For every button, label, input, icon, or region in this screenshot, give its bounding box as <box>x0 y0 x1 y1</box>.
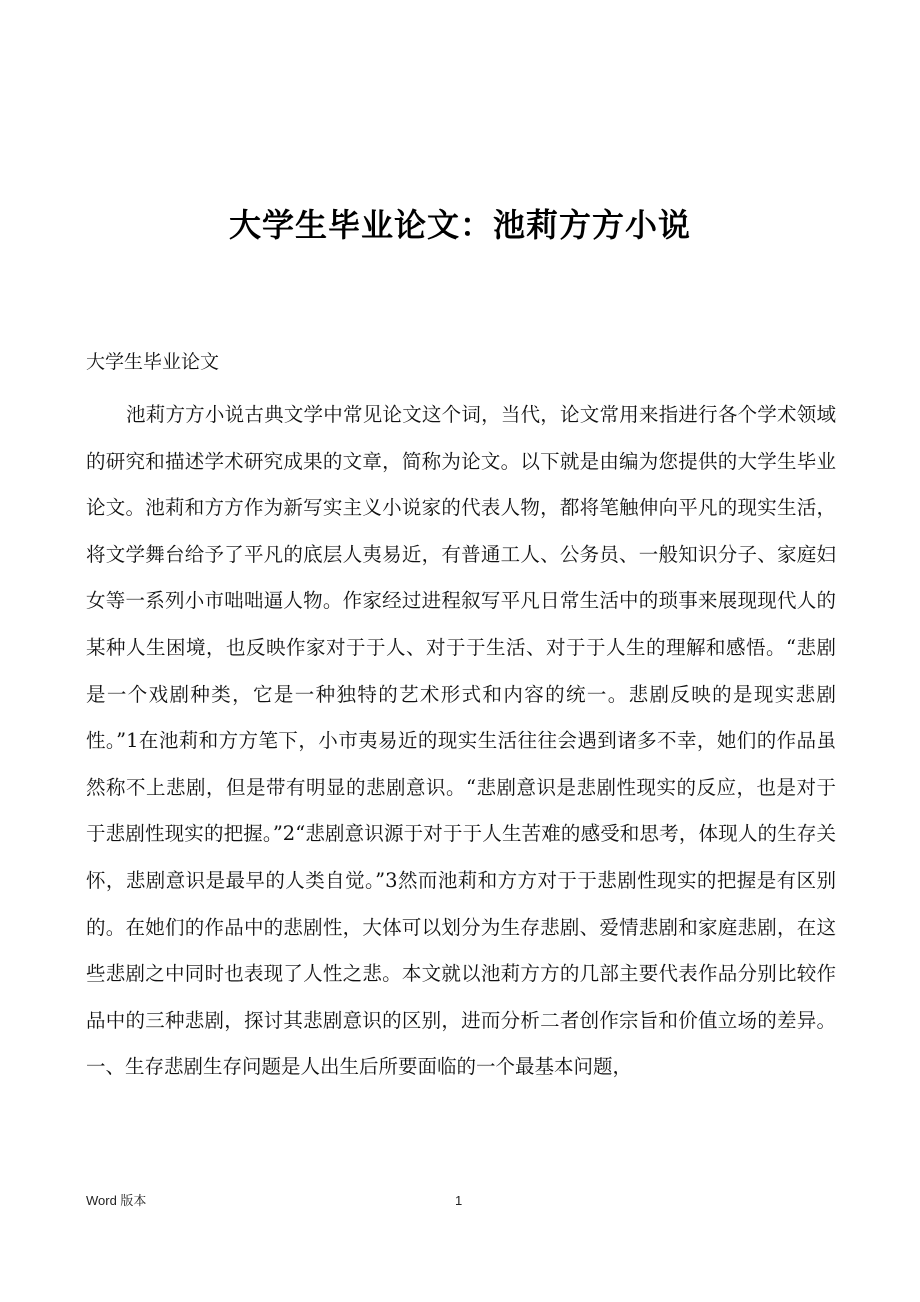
body-paragraph: 池莉方方小说古典文学中常见论文这个词，当代，论文常用来指进行各个学术领域的研究和描述学术研究成果的文章，简称为论文。以下就是由编为您提供的大学生毕业论文。池莉和方方作为新写实主义小说家的代表人物，都将笔触伸向平凡的现实生活，将文学舞台给予了平凡的底层人夷易近，有普通工人、公务员、一般知识分子、家庭妇女等一系列小市咄咄逼人物。作家经过进程叙写平凡日常生活中的琐事来展现现代人的某种人生困境，也反映作家对于于人、对于于生活、对于于人生的理解和感悟。“悲剧是一个戏剧种类，它是一种独特的艺术形式和内容的统一。悲剧反映的是现实悲剧性。”1在池莉和方方笔下，小市夷易近的现实生活往往会遇到诸多不幸，她们的作品虽然称不上悲剧，但是带有明显的悲剧意识。“悲剧意识是悲剧性现实的反应，也是对于于悲剧性现实的把握。”2“悲剧意识源于对于于人生苦难的感受和思考，体现人的生存关怀，悲剧意识是最早的人类自觉。”3然而池莉和方方对于于悲剧性现实的把握是有区别的。在她们的作品中的悲剧性，大体可以划分为生存悲剧、爱情悲剧和家庭悲剧，在这些悲剧之中同时也表现了人性之悲。本文就以池莉方方的几部主要代表作品分别比较作品中的三种悲剧，探讨其悲剧意识的区别，进而分析二者创作宗旨和价值立场的差异。一、生存悲剧生存问题是人出生后所要面临的一个最基本问题， <box>86 403 836 1079</box>
document-title: 大学生毕业论文：池莉方方小说 <box>228 206 691 244</box>
footer-word-version: Word 版本 <box>86 1193 147 1208</box>
footer-page-number: 1 <box>455 1193 463 1208</box>
document-subheading: 大学生毕业论文 <box>86 351 220 373</box>
